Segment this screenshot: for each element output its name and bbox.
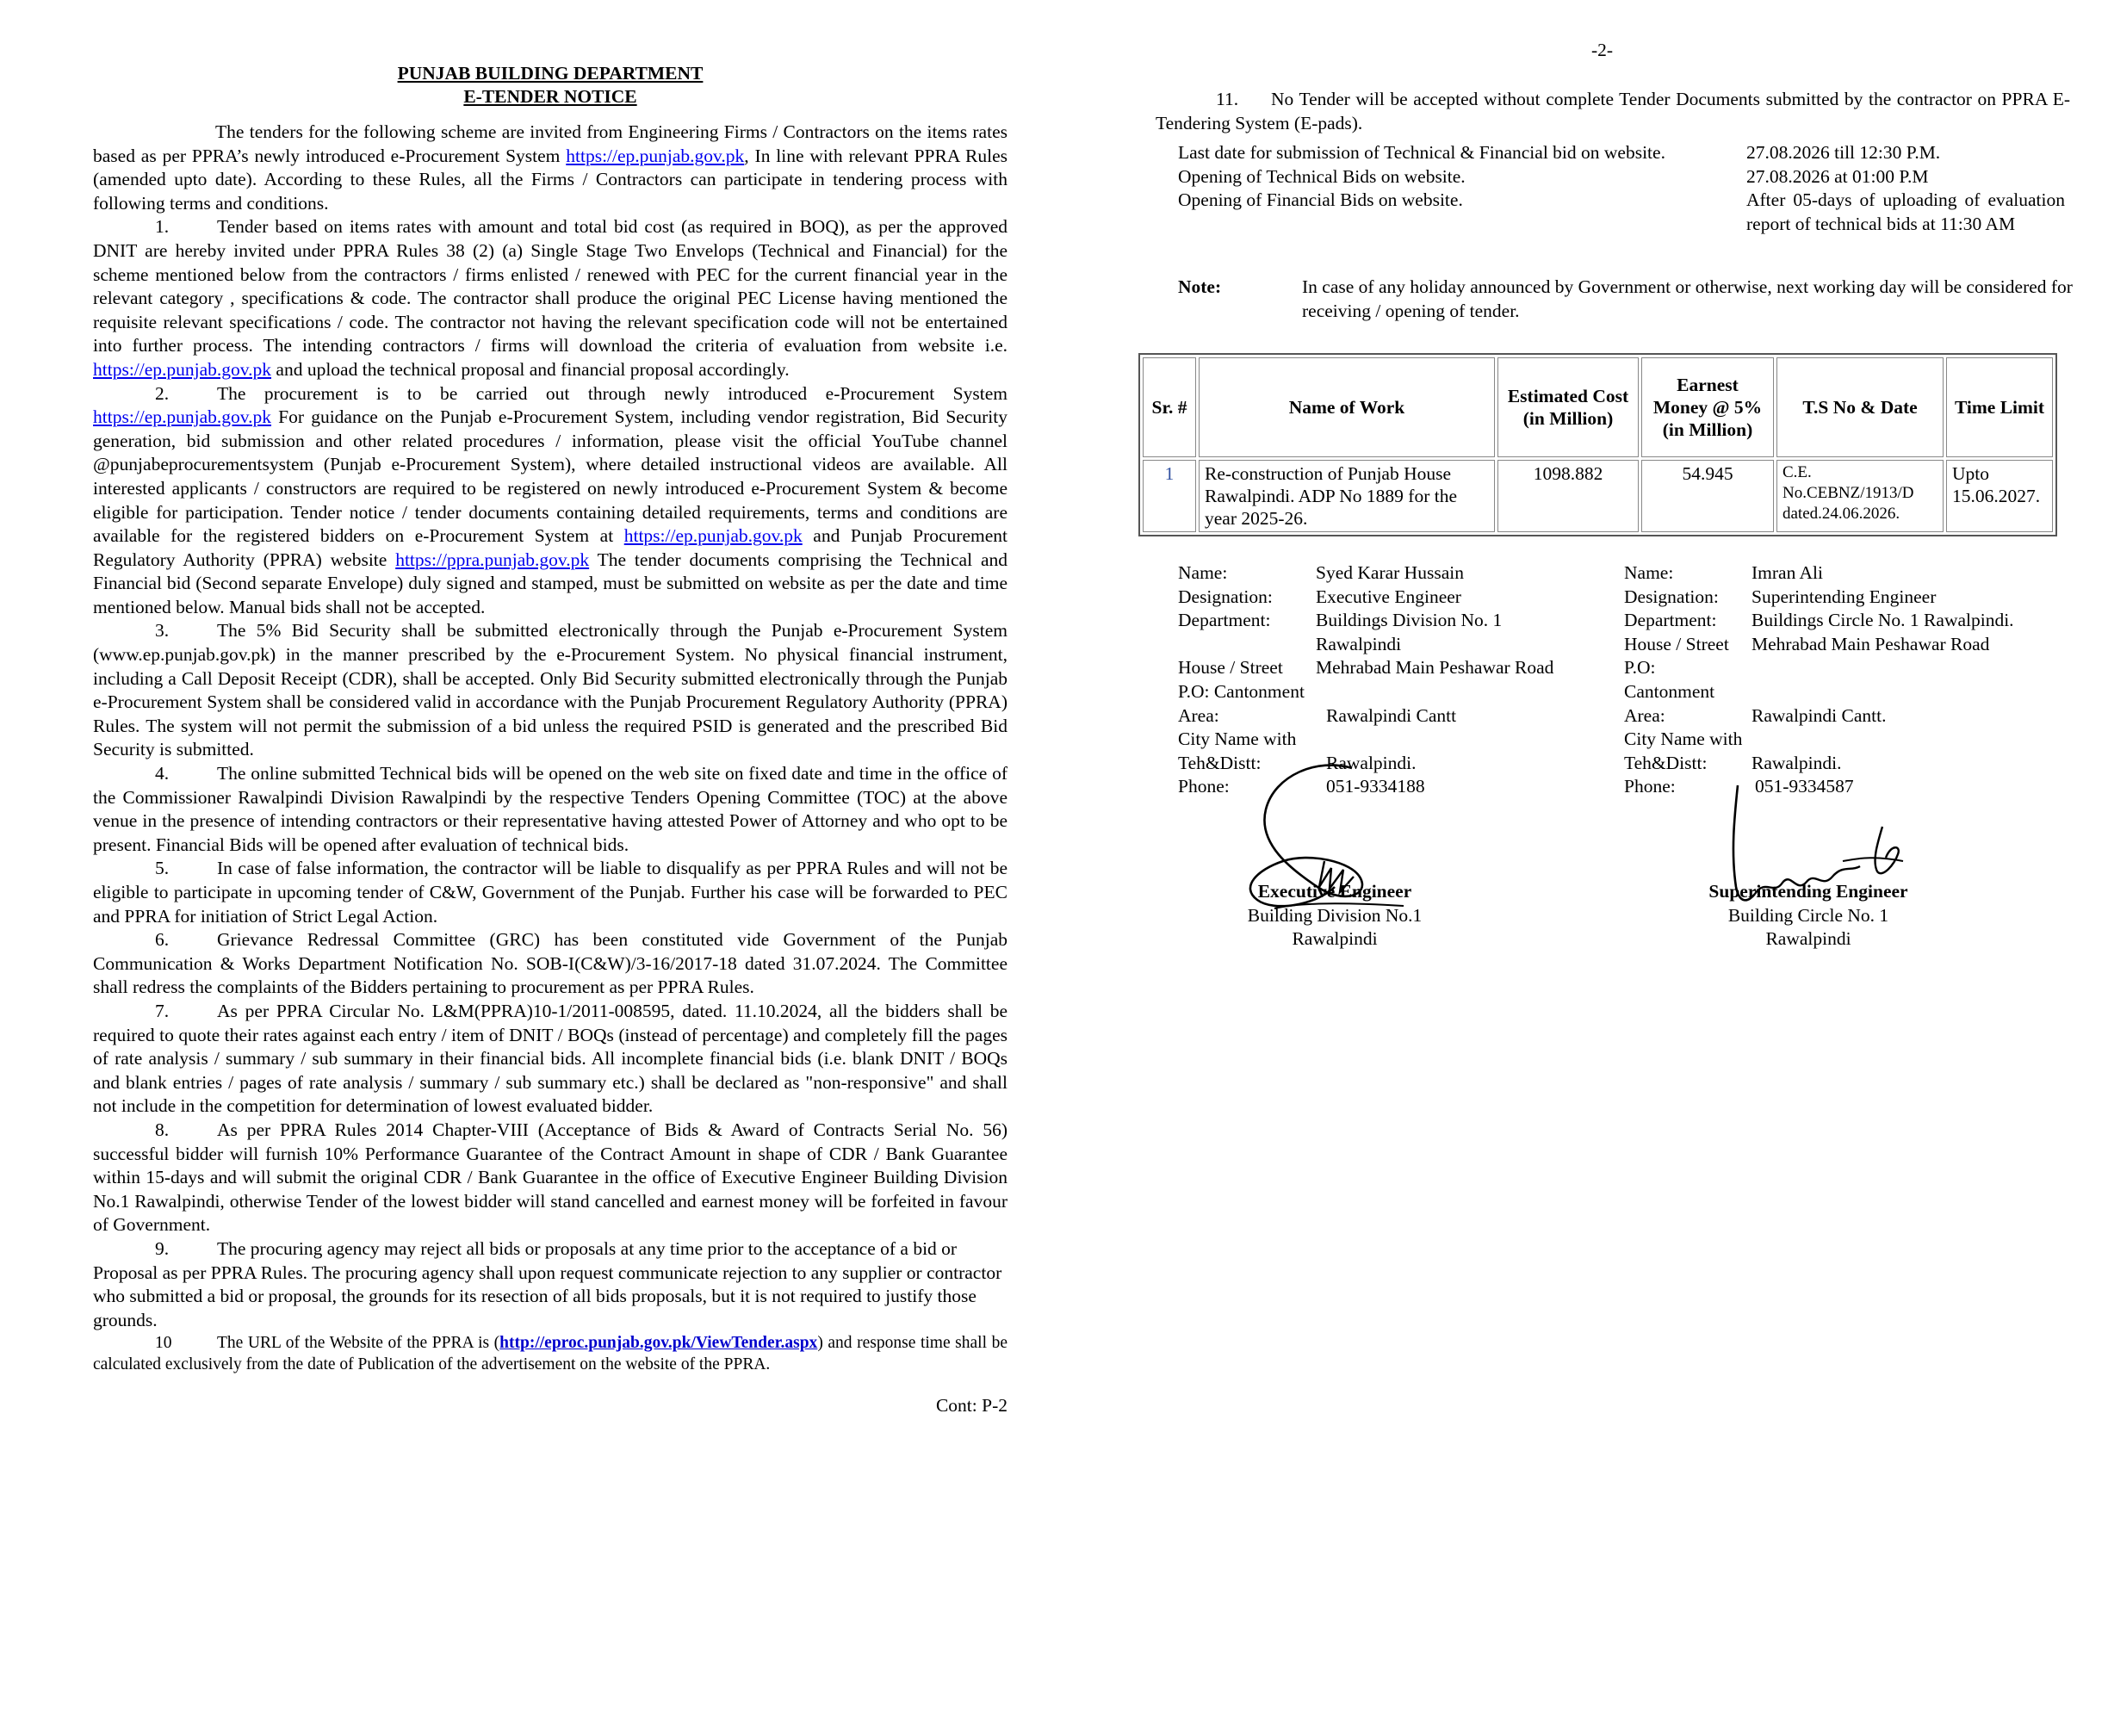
- cell-name: Re-construction of Punjab House Rawalpindi. ADP No 1889 for the year 2025-26.: [1199, 460, 1495, 532]
- ppra-link[interactable]: https://ppra.punjab.gov.pk: [395, 549, 590, 570]
- clause-9: 9. The procuring agency may reject all bids or proposals at any time prior to the acceptance of a bid or Proposal as per PPRA Rules. The procuring agency shall upon request communicate rejection to any supplier or contractor who submitted a bid or proposal, the grounds for its resection of all bids proposals, but it is not required to justify those grounds.: [93, 1237, 1002, 1330]
- header-time: Time Limit: [1946, 357, 2053, 457]
- contact-superintending-engineer: Name: Imran Ali Designation: Superintending Engineer Department: Buildings Circle No. 1 Rawalpindi. House / Street P.O: Cantonment Mehrabad Main Peshawar Road Area: Rawalpindi Cantt. City Name with Teh&Distt: Rawalpindi. Phone: 051-9334587: [1624, 562, 2014, 797]
- table-header-row: [1143, 357, 2053, 457]
- signatory-title: Executive Engineer: [1257, 881, 1412, 902]
- clause-2: 2. The procurement is to be carried out through newly introduced e-Procurement System https://ep.punjab.gov.pk For guidance on the Punjab e-Procurement System, including vendor registration, Bid Security generation, bid submission and other related procedures / information, please visit the official YouTube channel @punjabeprocurementsystem (Punjab e-Procurement System), where detailed instructional videos are available. All interested applicants / constructors are required to be registered on newly introduced e-Procurement System & become eligible for participation. Tender notice / tender documents containing detailed requirements, terms and conditions are available for the registered bidders on e-Procurement System at https://ep.punjab.gov.pk and Punjab Procurement Regulatory Authority (PPRA) website https://ppra.punjab.gov.pk The tender documents comprising the Technical and Financial bid (Second separate Envelope) duly signed and stamped, must be submitted on website as per the date and time mentioned below. Manual bids shall not be accepted.: [93, 382, 1008, 617]
- schedule-row: Opening of Technical Bids on website. 27.08.2026 at 01:00 P.M: [1178, 165, 1929, 187]
- header-money: Earnest Money @ 5% (in Million): [1641, 357, 1774, 457]
- ppra-tender-link[interactable]: http://eproc.punjab.gov.pk/ViewTender.aspx: [499, 1334, 818, 1353]
- clause-4: 4. The online submitted Technical bids will be opened on the web site on fixed date and time in the office of the Commissioner Rawalpindi Division Rawalpindi by the respective Tenders Opening Committee (TOC) at the above venue in the presence of intending contractors or their representative having attested Power of Attorney and who opt to be present. Financial Bids will be opened after evaluation of technical bids.: [93, 763, 1008, 855]
- left-page: [93, 62, 1008, 1418]
- header-name: Name of Work: [1199, 357, 1495, 457]
- signatory-city: Rawalpindi: [1292, 928, 1378, 950]
- schedule-row: Last date for submission of Technical & Financial bid on website. 27.08.2026 till 12:30 P.M.: [1178, 142, 1941, 163]
- contact-executive-engineer: Name: Syed Karar Hussain Designation: Executive Engineer Department: Buildings Division No. 1 Rawalpindi House / Street P.O: Cantonment Mehrabad Main Peshawar Road Area: Rawalpindi Cantt City Name with Teh&Distt: Rawalpindi. Phone: 051-9334188: [1178, 562, 1554, 797]
- header-sr: Sr. #: [1143, 357, 1196, 457]
- department-heading: PUNJAB BUILDING DEPARTMENT: [397, 63, 704, 84]
- clause-3: 3. The 5% Bid Security shall be submitted electronically through the Punjab e-Procurement System (www.ep.punjab.gov.pk) in the manner prescribed by the e-Procurement System. No physical financial instrument, including a Call Deposit Receipt (CDR), shall be accepted. Only Bid Security submitted electronically through the Punjab e-Procurement System shall be considered valid in accordance with the Punjab Procurement Regulatory Authority (PPRA) Rules. The system will not permit the submission of a bid unless the required PSID is generated and the prescribed Bid Security is submitted.: [93, 620, 1008, 760]
- bid-schedule: [1178, 141, 2074, 236]
- header-ts: T.S No & Date: [1776, 357, 1944, 457]
- schedule-row: Opening of Financial Bids on website. After 05-days of uploading of evaluation report of technical bids at 11:30 AM: [1178, 189, 2065, 234]
- signatory-city: Rawalpindi: [1765, 928, 1851, 950]
- clause-5: 5. In case of false information, the contractor will be liable to disqualify as per PPRA Rules and will not be eligible to participate in upcoming tender of C&W, Government of the Punjab. Further his case will be forwarded to PEC and PPRA for initiation of Strict Legal Action.: [93, 858, 1008, 927]
- signatory-office: Building Division No.1: [1247, 904, 1423, 926]
- header-cost: Estimated Cost (in Million): [1497, 357, 1639, 457]
- clause-8: 8. As per PPRA Rules 2014 Chapter-VIII (Acceptance of Bids & Award of Contracts Serial No. 56) successful bidder will furnish 10% Performance Guarantee of the Contract Amount in shape of CDR / Bank Guarantee within 15-days and will submit the original CDR / Bank Guarantee in the office of Executive Engineer Building Division No.1 Rawalpindi, otherwise Tender of the lowest bidder will stand cancelled and earnest money will be forfeited in favour of Government.: [93, 1119, 1008, 1236]
- ep-link[interactable]: https://ep.punjab.gov.pk: [566, 145, 745, 166]
- clause-7: 7. As per PPRA Circular No. L&M(PPRA)10-1/2011-008595, dated. 11.10.2024, all the bidders shall be required to quote their rates against each entry / item of DNIT / BOQs (instead of percentage) and completely fill the pages of rate analysis / summary / sub summary in their financial bids. All incomplete financial bids (i.e. blank DNIT / BOQs and blank entries / pages of rate analysis / summary / sub summary etc.) shall be declared as "non-responsive" and shall not include in the competition for determination of lowest evaluated bidder.: [93, 1000, 1008, 1117]
- ep-link[interactable]: https://ep.punjab.gov.pk: [93, 358, 272, 380]
- intro-paragraph: The tenders for the following scheme are invited from Engineering Firms / Contractors on the items rates based as per PPRA’s newly introduced e-Procurement System https://ep.punjab.gov.pk, In line with relevant PPRA Rules (amended upto date). According to these Rules, all the Firms / Contractors can participate in tendering process with following terms and conditions.: [93, 121, 1008, 214]
- ep-link[interactable]: https://ep.punjab.gov.pk: [93, 406, 272, 428]
- signatory-block-left: [1206, 880, 1464, 952]
- signatory-office: Building Circle No. 1: [1727, 904, 1889, 926]
- signatory-block-right: [1671, 880, 1946, 952]
- holiday-note: Note: In case of any holiday announced by Government or otherwise, next working day will be considered for receiving / opening of tender.: [1178, 276, 2073, 321]
- table-row: [1143, 460, 2053, 532]
- signatory-title: Superintending Engineer: [1708, 881, 1908, 902]
- clause-10: 10 The URL of the Website of the PPRA is (http://eproc.punjab.gov.pk/ViewTender.aspx) and response time shall be calculated exclusively from the date of Publication of the advertisement on the website of the PPRA.: [93, 1334, 1008, 1374]
- clause-1: 1. Tender based on items rates with amount and total bid cost (as required in BOQ), as per the approved DNIT are hereby invited under PPRA Rules 38 (2) (a) Single Stage Two Envelops (Technical and Financial) for the scheme mentioned below from the contractors / firms enlisted / renewed with PEC for the current financial year in the relevant category , specifications & code. The contractor shall produce the original PEC License having mentioned the requisite relevant specifications / code. The contractor not having the relevant specification code will not be entertained into further process. The intending contractors / firms will download the criteria of evaluation from website i.e. https://ep.punjab.gov.pk and upload the technical proposal and financial proposal accordingly.: [93, 216, 1008, 380]
- notice-heading: E-TENDER NOTICE: [463, 86, 637, 107]
- cell-cost: 1098.882: [1497, 460, 1639, 532]
- tender-table: [1138, 353, 2057, 536]
- page-number: -2-: [1591, 40, 1614, 60]
- continued-note: Cont: P-2: [935, 1395, 1008, 1417]
- clause-6: 6. Grievance Redressal Committee (GRC) has been constituted vide Government of the Punjab Communication & Works Department Notification No. SOB-I(C&W)/3-16/2017-18 dated 31.07.2024. The Committee shall redress the complaints of the Bidders pertaining to procurement as per PPRA Rules.: [93, 929, 1008, 998]
- ep-link[interactable]: https://ep.punjab.gov.pk: [623, 525, 803, 547]
- clause-11: 11. No Tender will be accepted without complete Tender Documents submitted by the contractor on PPRA E-Tendering System (E-pads).: [1156, 89, 2070, 133]
- cell-ts: C.E. No.CEBNZ/1913/D dated.24.06.2026.: [1776, 460, 1944, 532]
- cell-money: 54.945: [1641, 460, 1774, 532]
- cell-sr: 1: [1143, 460, 1196, 532]
- cell-time: Upto 15.06.2027.: [1946, 460, 2053, 532]
